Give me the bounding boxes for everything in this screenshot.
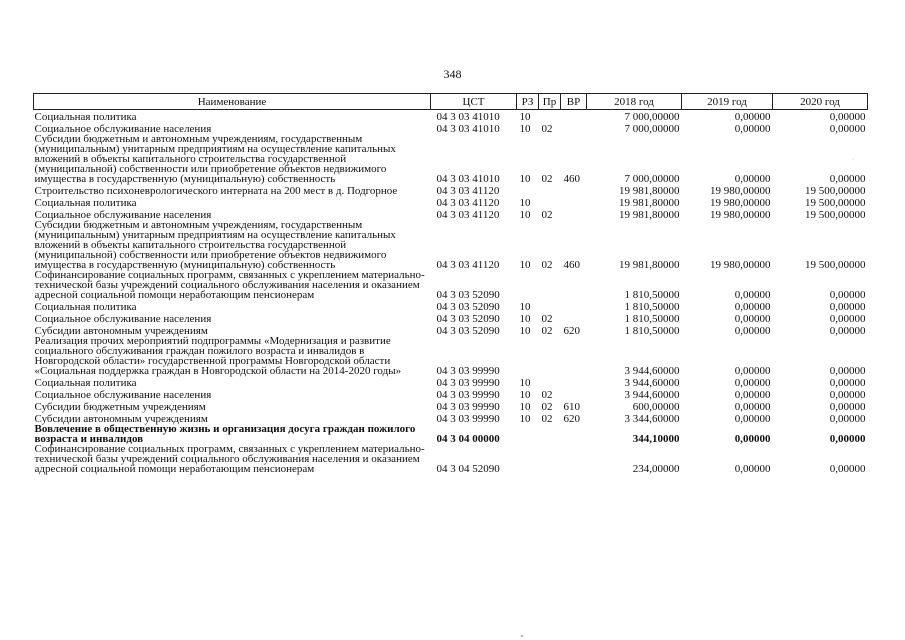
row-2020-cell: 0,00000 bbox=[829, 289, 866, 301]
row-pr-cell bbox=[539, 270, 561, 300]
row-rz-cell: 10 bbox=[519, 377, 531, 389]
row-2020-cell: 0,00000 bbox=[829, 401, 866, 413]
row-2018-cell: 19 981,80000 bbox=[619, 259, 680, 271]
row-pr-cell bbox=[539, 376, 561, 388]
row-name-cell: Субсидии бюджетным и автономным учреждениям, государственным (муниципальным) унитарным предприятиям на осуществление капитальных вложений в объекты капитального строительства государственной (муниципальной) собственности или приобретение объектов недвижимого имущества в государственную (муниципальную) собственность bbox=[34, 219, 396, 271]
header-cst: ЦСТ bbox=[431, 94, 517, 110]
row-vr-cell bbox=[561, 424, 587, 444]
row-vr-cell bbox=[561, 376, 587, 388]
row-name-cell: Реализация прочих мероприятий подпрограммы «Модернизация и развитие социального обслуживания граждан пожилого возраста и инвалидов в Новгородской области» государственной программы Новгородской области «Социальная поддержка граждан в Новгородской области на 2014-2020 годы» bbox=[34, 335, 402, 377]
row-name-cell: Субсидии автономным учреждениям bbox=[34, 413, 208, 425]
row-2019-cell: 0,00000 bbox=[734, 301, 771, 313]
row-cst-cell: 04 3 04 00000 bbox=[436, 433, 500, 445]
row-2018-cell: 3 344,60000 bbox=[624, 413, 680, 425]
row-cst-cell: 04 3 03 41010 bbox=[436, 123, 500, 135]
row-2020-cell: 0,00000 bbox=[829, 413, 866, 425]
page-number: 348 bbox=[443, 67, 462, 81]
row-pr-cell: 02 bbox=[541, 401, 553, 413]
row-2020-cell: 0,00000 bbox=[829, 301, 866, 313]
row-pr-cell: 02 bbox=[541, 173, 553, 185]
row-cst-cell: 04 3 03 99990 bbox=[436, 389, 500, 401]
row-2018-cell: 600,00000 bbox=[632, 401, 680, 413]
row-rz-cell: 10 bbox=[519, 413, 531, 425]
row-rz-cell bbox=[517, 444, 539, 474]
row-name-cell: Социальная политика bbox=[34, 377, 137, 389]
row-2020-cell: 0,00000 bbox=[829, 173, 866, 185]
row-cst-cell: 04 3 03 99990 bbox=[436, 413, 500, 425]
row-cst-cell: 04 3 03 99990 bbox=[436, 377, 500, 389]
row-name-cell: Социальная политика bbox=[34, 111, 137, 123]
row-rz-cell: 10 bbox=[519, 325, 531, 337]
row-rz-cell: 10 bbox=[519, 389, 531, 401]
row-2018-cell: 3 944,60000 bbox=[624, 377, 680, 389]
table-row bbox=[34, 184, 868, 196]
row-vr-cell bbox=[561, 388, 587, 400]
row-2020-cell: 19 500,00000 bbox=[805, 259, 866, 271]
row-2020-cell: 0,00000 bbox=[829, 111, 866, 123]
table-body bbox=[34, 110, 868, 475]
row-2018-cell: 1 810,50000 bbox=[624, 325, 680, 337]
row-2020-cell: 0,00000 bbox=[829, 365, 866, 377]
row-2020-cell: 0,00000 bbox=[829, 123, 866, 135]
row-rz-cell: 10 bbox=[519, 111, 531, 123]
row-2020-cell: 19 500,00000 bbox=[805, 185, 866, 197]
row-vr-cell bbox=[561, 208, 587, 220]
row-2018-cell: 344,10000 bbox=[632, 433, 680, 445]
row-2020-cell: 19 500,00000 bbox=[805, 209, 866, 221]
table-row bbox=[34, 376, 868, 388]
row-2018-cell: 19 981,80000 bbox=[619, 197, 680, 209]
row-rz-cell: 10 bbox=[519, 123, 531, 135]
table-row bbox=[34, 220, 868, 270]
row-cst-cell: 04 3 03 41120 bbox=[436, 259, 500, 271]
row-rz-cell bbox=[517, 184, 539, 196]
table-row bbox=[34, 312, 868, 324]
row-2019-cell: 0,00000 bbox=[734, 401, 771, 413]
row-vr-cell: 460 bbox=[563, 173, 580, 185]
row-pr-cell: 02 bbox=[541, 209, 553, 221]
table-row bbox=[34, 336, 868, 376]
row-pr-cell: 02 bbox=[541, 123, 553, 135]
table-row bbox=[34, 388, 868, 400]
row-cst-cell: 04 3 03 52090 bbox=[436, 325, 500, 337]
row-rz-cell bbox=[517, 336, 539, 376]
row-2019-cell: 19 980,00000 bbox=[710, 259, 771, 271]
row-pr-cell: 02 bbox=[541, 325, 553, 337]
row-vr-cell bbox=[561, 270, 587, 300]
row-name-cell: Субсидии бюджетным и автономным учреждениям, государственным (муниципальным) унитарным предприятиям на осуществление капитальных вложений в объекты капитального строительства государственной (муниципальной) собственности или приобретение объектов недвижимого имущества в государственную (муниципальную) собственность bbox=[34, 133, 396, 185]
row-cst-cell: 04 3 03 41120 bbox=[436, 209, 500, 221]
row-cst-cell: 04 3 04 52090 bbox=[436, 463, 500, 475]
row-cst-cell: 04 3 03 52090 bbox=[436, 313, 500, 325]
row-2018-cell: 1 810,50000 bbox=[624, 313, 680, 325]
row-2020-cell: 0,00000 bbox=[829, 433, 866, 445]
row-pr-cell bbox=[539, 184, 561, 196]
row-pr-cell: 02 bbox=[541, 259, 553, 271]
row-name-cell: Социальная политика bbox=[34, 301, 137, 313]
row-name-cell: Социальное обслуживание населения bbox=[34, 313, 212, 325]
row-vr-cell: 620 bbox=[563, 413, 580, 425]
row-2019-cell: 0,00000 bbox=[734, 377, 771, 389]
row-vr-cell bbox=[561, 444, 587, 474]
row-2019-cell: 0,00000 bbox=[734, 433, 771, 445]
header-pr: Пр bbox=[539, 94, 561, 110]
header-2018: 2018 год bbox=[587, 94, 682, 110]
table-row bbox=[34, 134, 868, 184]
row-cst-cell: 04 3 03 41120 bbox=[436, 197, 500, 209]
row-name-cell: Социальная политика bbox=[34, 197, 137, 209]
row-vr-cell bbox=[561, 300, 587, 312]
row-cst-cell: 04 3 03 99990 bbox=[436, 401, 500, 413]
row-name-cell: Субсидии автономным учреждениям bbox=[34, 325, 208, 337]
row-name-cell: Софинансирование социальных программ, связанных с укреплением материально-технической базы учреждений социального обслуживания населения и оказанием адресной социальной помощи неработающим пенсионерам bbox=[34, 269, 425, 301]
scan-dot bbox=[521, 635, 523, 637]
row-pr-cell: 02 bbox=[541, 389, 553, 401]
row-name-cell: Социальное обслуживание населения bbox=[34, 209, 212, 221]
row-name-cell: Строительство психоневрологического интерната на 200 мест в д. Подгорное bbox=[34, 185, 398, 197]
row-cst-cell: 04 3 03 52090 bbox=[436, 289, 500, 301]
budget-table bbox=[33, 93, 868, 474]
row-name-cell: Вовлечение в общественную жизнь и организация досуга граждан пожилого возраста и инвалидов bbox=[34, 423, 416, 445]
row-vr-cell: 460 bbox=[563, 259, 580, 271]
row-vr-cell: 620 bbox=[563, 325, 580, 337]
row-name-cell: Софинансирование социальных программ, связанных с укреплением материально-технической базы учреждений социального обслуживания населения и оказанием адресной социальной помощи неработающим пенсионерам bbox=[34, 443, 425, 475]
row-2019-cell: 0,00000 bbox=[734, 413, 771, 425]
row-2019-cell: 0,00000 bbox=[734, 173, 771, 185]
row-2020-cell: 0,00000 bbox=[829, 463, 866, 475]
row-rz-cell: 10 bbox=[519, 197, 531, 209]
header-vr: ВР bbox=[561, 94, 587, 110]
row-rz-cell bbox=[517, 270, 539, 300]
row-2019-cell: 0,00000 bbox=[734, 389, 771, 401]
table-row bbox=[34, 270, 868, 300]
row-2019-cell: 19 980,00000 bbox=[710, 185, 771, 197]
row-rz-cell: 10 bbox=[519, 209, 531, 221]
header-rz: РЗ bbox=[517, 94, 539, 110]
row-rz-cell: 10 bbox=[519, 173, 531, 185]
row-2019-cell: 0,00000 bbox=[734, 123, 771, 135]
row-name-cell: Социальное обслуживание населения bbox=[34, 389, 212, 401]
row-rz-cell: 10 bbox=[519, 301, 531, 313]
row-vr-cell bbox=[561, 196, 587, 208]
table-header bbox=[34, 94, 868, 110]
table-row bbox=[34, 444, 868, 474]
row-name-cell: Субсидии бюджетным учреждениям bbox=[34, 401, 206, 413]
row-2018-cell: 7 000,00000 bbox=[624, 111, 680, 123]
row-rz-cell: 10 bbox=[519, 259, 531, 271]
row-cst-cell: 04 3 03 52090 bbox=[436, 301, 500, 313]
table-row bbox=[34, 196, 868, 208]
row-2019-cell: 0,00000 bbox=[734, 111, 771, 123]
row-2020-cell: 0,00000 bbox=[829, 389, 866, 401]
table-row bbox=[34, 424, 868, 444]
row-2018-cell: 3 944,60000 bbox=[624, 365, 680, 377]
row-pr-cell bbox=[539, 424, 561, 444]
row-pr-cell bbox=[539, 336, 561, 376]
row-cst-cell: 04 3 03 41010 bbox=[436, 173, 500, 185]
table-row bbox=[34, 400, 868, 412]
row-2018-cell: 3 944,60000 bbox=[624, 389, 680, 401]
header-2019: 2019 год bbox=[682, 94, 773, 110]
row-2020-cell: 0,00000 bbox=[829, 313, 866, 325]
row-2018-cell: 1 810,50000 bbox=[624, 289, 680, 301]
row-vr-cell bbox=[561, 336, 587, 376]
row-vr-cell bbox=[561, 110, 587, 123]
row-pr-cell bbox=[539, 444, 561, 474]
row-rz-cell: 10 bbox=[519, 313, 531, 325]
row-2018-cell: 7 000,00000 bbox=[624, 123, 680, 135]
row-2018-cell: 1 810,50000 bbox=[624, 301, 680, 313]
row-2019-cell: 0,00000 bbox=[734, 365, 771, 377]
row-cst-cell: 04 3 03 41010 bbox=[436, 111, 500, 123]
row-rz-cell bbox=[517, 424, 539, 444]
row-name-cell: Социальное обслуживание населения bbox=[34, 123, 212, 135]
row-vr-cell bbox=[561, 122, 587, 134]
row-2018-cell: 19 981,80000 bbox=[619, 209, 680, 221]
row-pr-cell: 02 bbox=[541, 413, 553, 425]
row-2020-cell: 19 500,00000 bbox=[805, 197, 866, 209]
row-2019-cell: 0,00000 bbox=[734, 325, 771, 337]
row-2018-cell: 19 981,80000 bbox=[619, 185, 680, 197]
row-cst-cell: 04 3 03 99990 bbox=[436, 365, 500, 377]
row-2019-cell: 0,00000 bbox=[734, 313, 771, 325]
row-pr-cell bbox=[539, 110, 561, 123]
table-row bbox=[34, 110, 868, 123]
row-pr-cell bbox=[539, 300, 561, 312]
row-2018-cell: 234,00000 bbox=[632, 463, 680, 475]
row-pr-cell: 02 bbox=[541, 313, 553, 325]
row-2020-cell: 0,00000 bbox=[829, 325, 866, 337]
row-2019-cell: 0,00000 bbox=[734, 289, 771, 301]
row-vr-cell bbox=[561, 312, 587, 324]
row-2018-cell: 7 000,00000 bbox=[624, 173, 680, 185]
row-2020-cell: 0,00000 bbox=[829, 377, 866, 389]
row-pr-cell bbox=[539, 196, 561, 208]
table-row bbox=[34, 300, 868, 312]
row-2019-cell: 0,00000 bbox=[734, 463, 771, 475]
row-rz-cell: 10 bbox=[519, 401, 531, 413]
row-2019-cell: 19 980,00000 bbox=[710, 197, 771, 209]
row-vr-cell: 610 bbox=[563, 401, 580, 413]
row-vr-cell bbox=[561, 184, 587, 196]
row-cst-cell: 04 3 03 41120 bbox=[436, 185, 500, 197]
header-2020: 2020 год bbox=[773, 94, 868, 110]
header-name: Наименование bbox=[34, 94, 431, 110]
row-2019-cell: 19 980,00000 bbox=[710, 209, 771, 221]
